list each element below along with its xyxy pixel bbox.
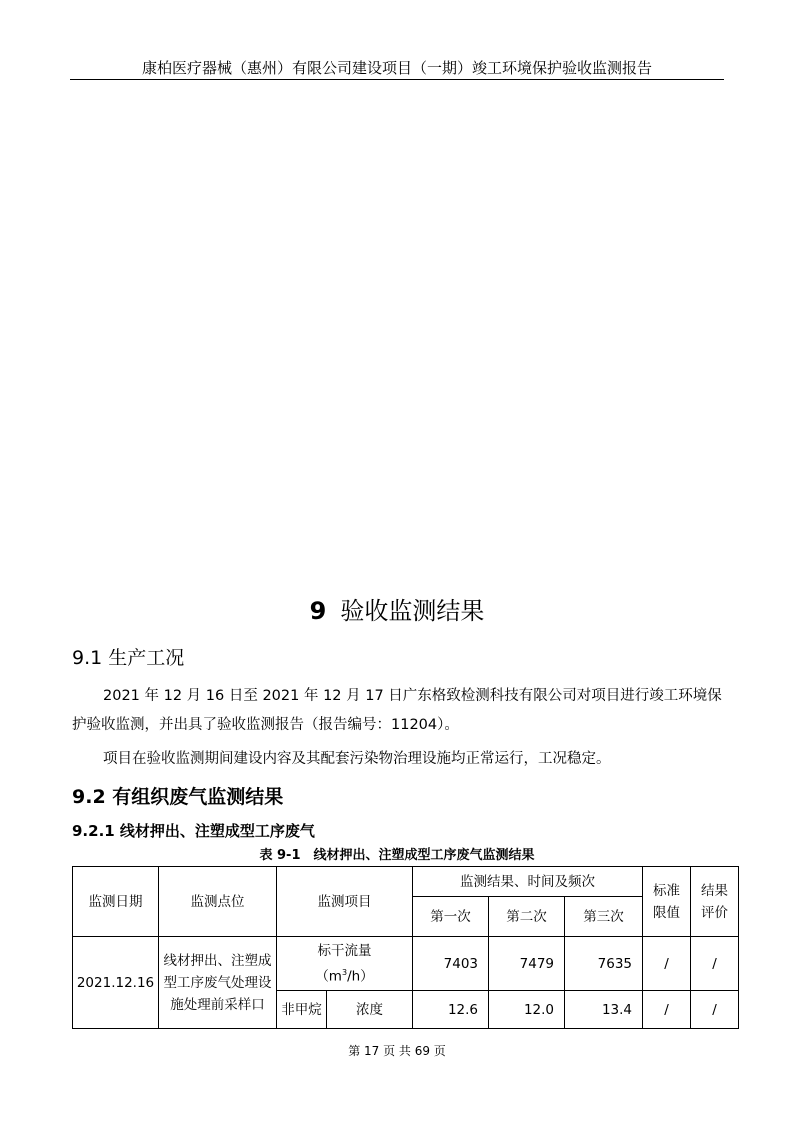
header-rule: [70, 79, 724, 80]
section-9-1-paragraph-1: 2021 年 12 月 16 日至 2021 年 12 月 17 日广东格致检测科技有限公司对项目进行竣工环境保护验收监测，并出具了验收监测报告（报告编号：11204）。: [72, 688, 722, 733]
cell-conc-limit: /: [643, 991, 691, 1029]
section-9-2-1-heading: 9.2.1 线材押出、注塑成型工序废气: [72, 822, 315, 840]
cell-flow-third: 7635: [565, 937, 643, 991]
header-evaluation: 结果评价: [691, 867, 739, 937]
table-caption: 表 9-1 线材押出、注塑成型工序废气监测结果: [259, 848, 535, 863]
cell-flow-eval: /: [691, 937, 739, 991]
chapter-title: [0, 594, 794, 628]
chapter-title-text: 验收监测结果: [340, 597, 485, 625]
section-9-2-heading: 9.2 有组织废气监测结果: [72, 786, 284, 808]
cell-flow-first: 7403: [413, 937, 489, 991]
page-header: 康柏医疗器械（惠州）有限公司建设项目（一期）竣工环境保护验收监测报告: [141, 59, 652, 77]
header-second: 第二次: [489, 897, 565, 937]
header-first: 第一次: [413, 897, 489, 937]
flow-unit-prefix: （m: [315, 968, 342, 985]
header-date: 监测日期: [73, 867, 159, 937]
flow-item-unit: [277, 962, 412, 988]
flow-unit-superscript: 3: [341, 967, 348, 977]
cell-pollutant: 非甲烷: [277, 991, 327, 1029]
cell-conc-item: 浓度: [327, 991, 413, 1029]
cell-flow-limit: /: [643, 937, 691, 991]
cell-conc-second: 12.0: [489, 991, 565, 1029]
cell-point: 线材押出、注塑成型工序废气处理设施处理前采样口: [159, 937, 277, 1029]
header-results: 监测结果、时间及频次: [413, 867, 643, 897]
chapter-number: 9: [309, 597, 327, 625]
monitoring-results-table: [72, 866, 739, 1029]
header-limit: 标准限值: [643, 867, 691, 937]
cell-date: 2021.12.16: [73, 937, 159, 1029]
section-9-1-paragraph-2: 项目在验收监测期间建设内容及其配套污染物治理设施均正常运行，工况稳定。: [103, 751, 611, 767]
page-footer: 第 17 页 共 69 页: [348, 1044, 446, 1058]
cell-flow-item: [277, 937, 413, 991]
header-item: 监测项目: [277, 867, 413, 937]
cell-conc-third: 13.4: [565, 991, 643, 1029]
section-9-1-heading: 9.1 生产工况: [72, 647, 185, 669]
cell-conc-eval: /: [691, 991, 739, 1029]
header-third: 第三次: [565, 897, 643, 937]
cell-flow-second: 7479: [489, 937, 565, 991]
flow-item-label: 标干流量: [317, 942, 372, 959]
flow-unit-suffix: /h）: [347, 968, 374, 985]
header-point: 监测点位: [159, 867, 277, 937]
cell-conc-first: 12.6: [413, 991, 489, 1029]
